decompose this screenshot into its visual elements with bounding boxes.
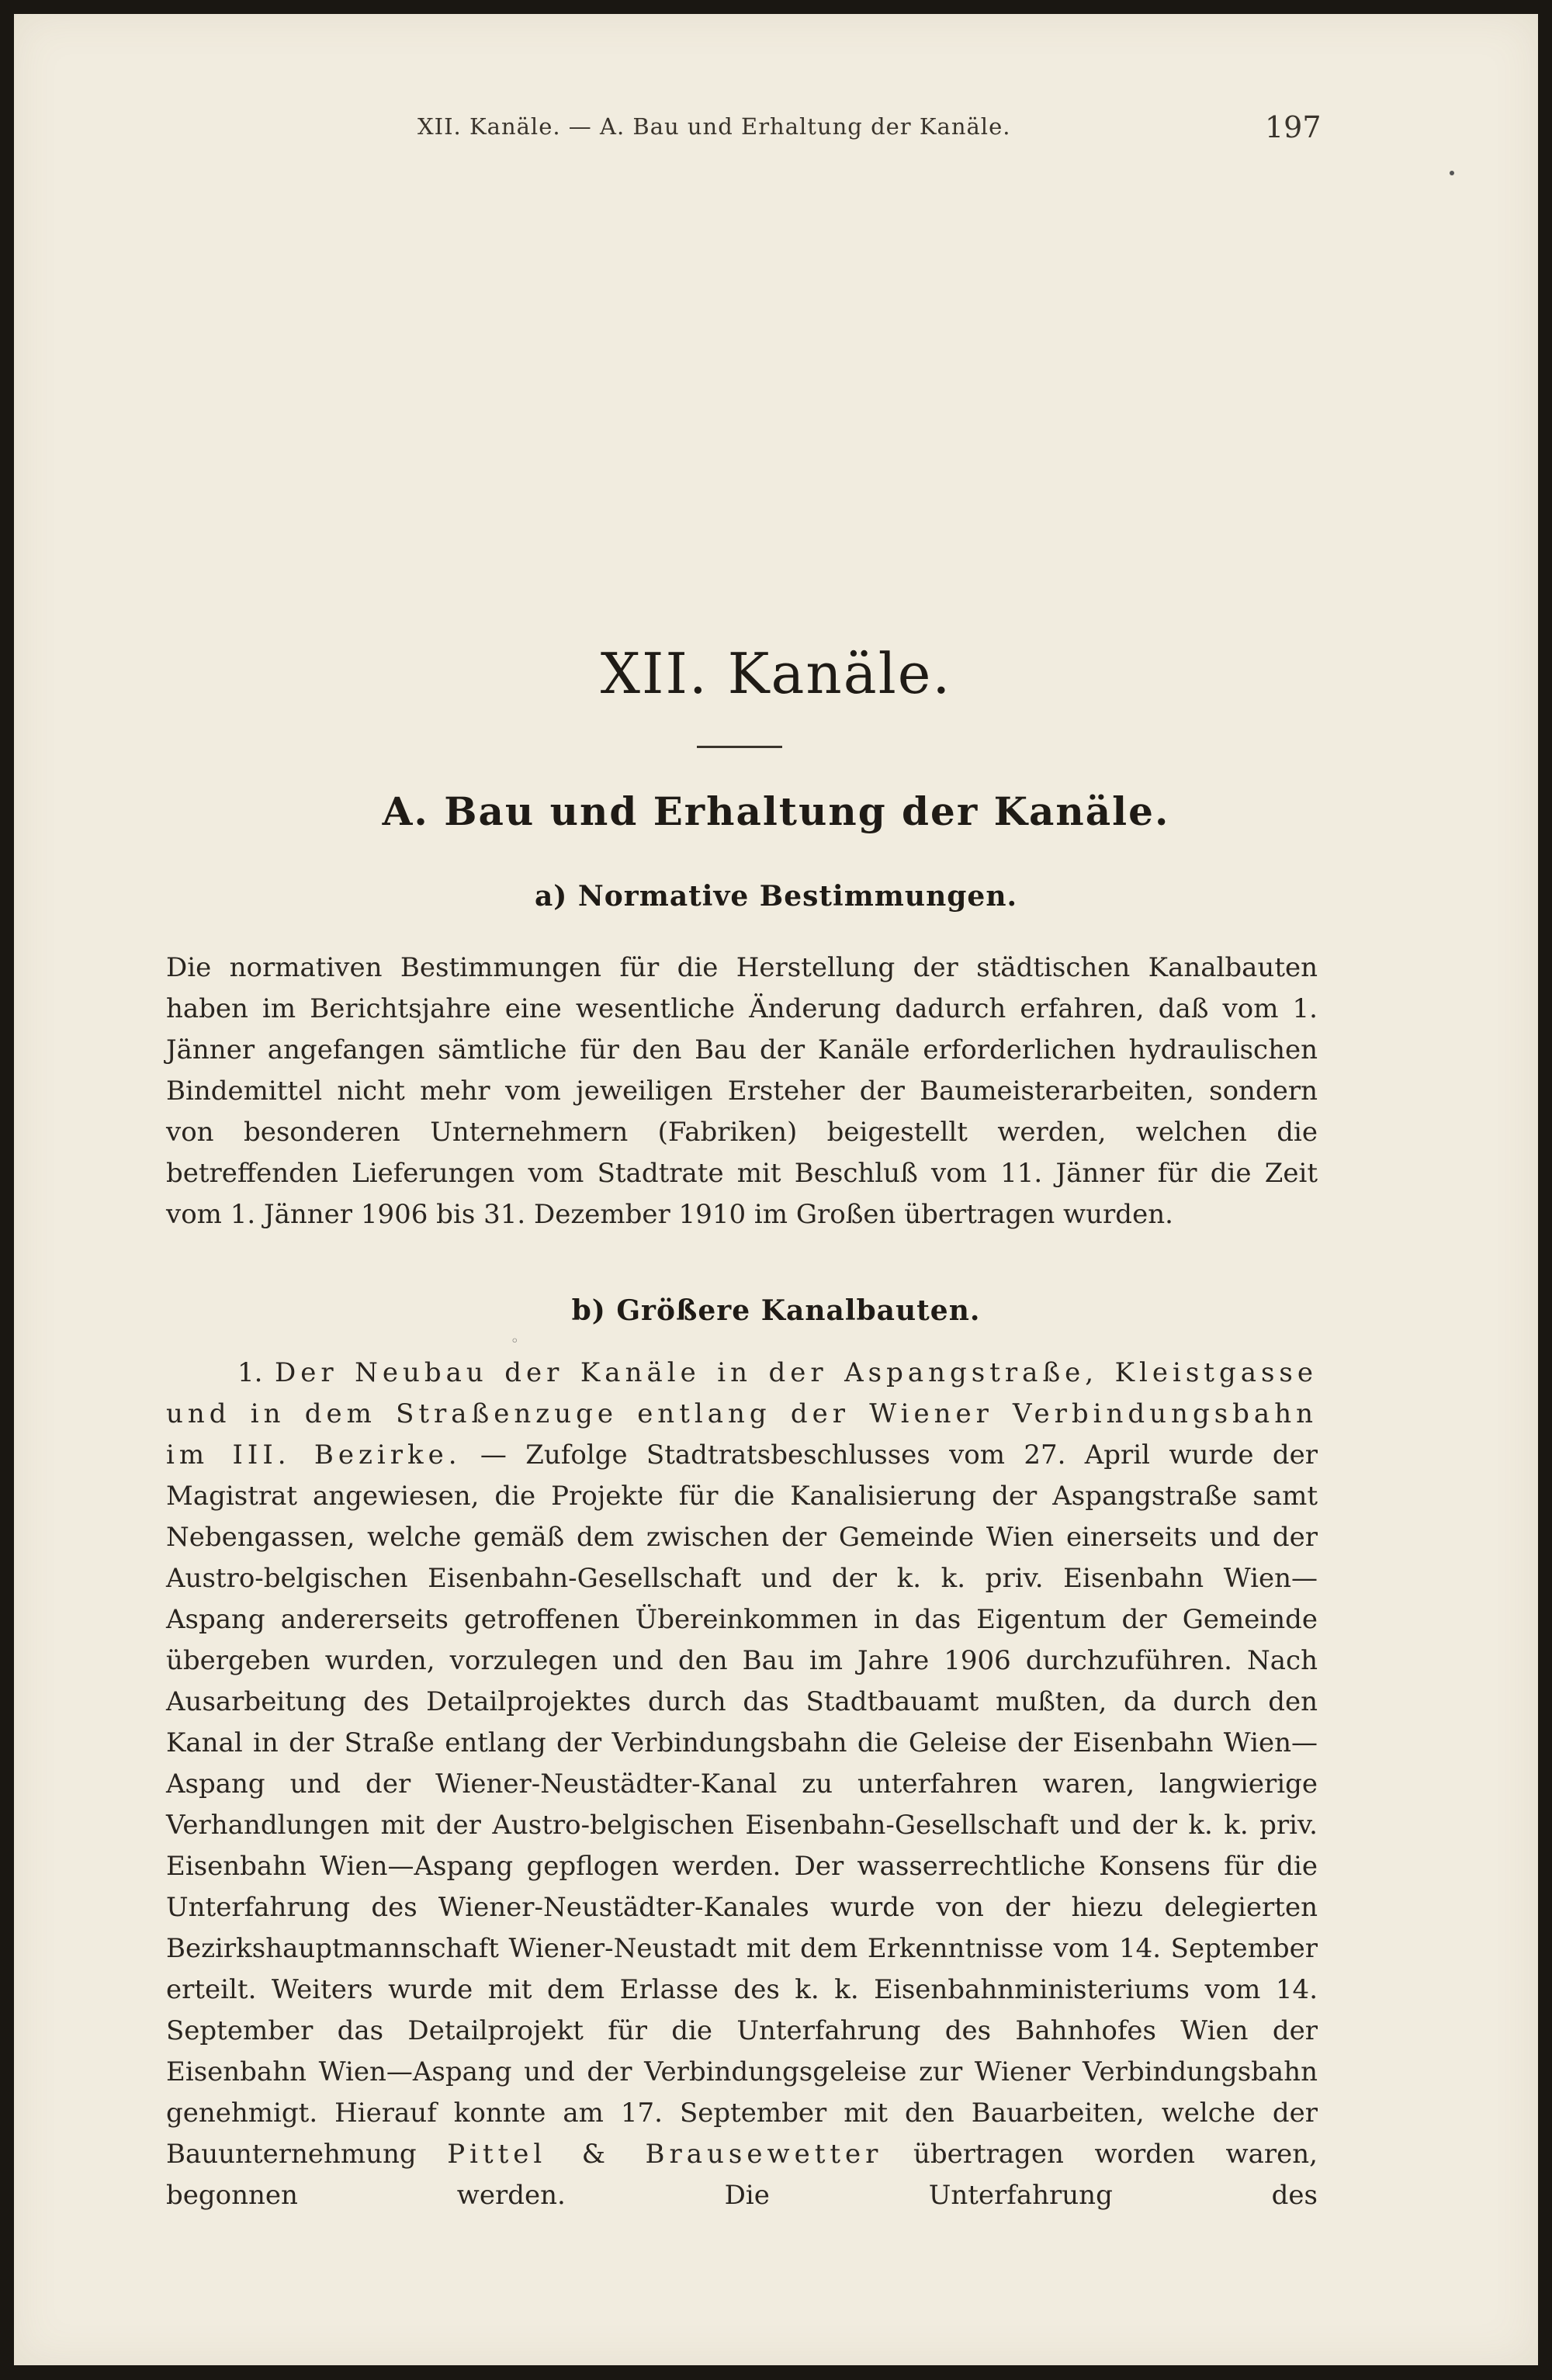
title-divider [697, 746, 782, 748]
running-header: XII. Kanäle. — A. Bau und Erhaltung der Kanäle. [417, 113, 1011, 140]
item-title: Der Neubau der Kanäle in der Aspangstraße, Kleistgasse und in dem Straßenzuge entlang der Wiener Verbindungsbahn im III. Bezirke. [166, 1357, 1318, 1471]
paragraph-kanalbauten [166, 1353, 1318, 2216]
printer-mark: ◦ [511, 1333, 519, 1349]
chapter-title: XII. Kanäle. [600, 641, 952, 706]
subsection-heading-a: a) Normative Bestimmungen. [534, 880, 1018, 913]
firm-name: Pittel & Brausewetter [447, 2139, 883, 2170]
item-body-end: übertragen worden waren, begonnen werden. Die Unterfahrung des [166, 2139, 1318, 2211]
section-title: A. Bau und Erhaltung der Kanäle. [382, 788, 1170, 834]
document-page [14, 14, 1538, 2365]
ink-speck [1450, 171, 1454, 175]
item-body: — Zufolge Stadtratsbeschlusses vom 27. April wurde der Magistrat angewiesen, die Projekte für die Kanalisierung der Aspangstraße samt Nebengassen, welche gemäß dem zwischen der Gemeinde Wien einerseits und der Austro-belgischen Eisenbahn-Gesellschaft und der k. k. priv. Eisenbahn Wien—Aspang andererseits getroffenen Übereinkommen in das Eigentum der Gemeinde übergeben wurden, vorzulegen und den Bau im Jahre 1906 durchzuführen. Nach Ausarbeitung des Detailprojektes durch das Stadtbauamt mußten, da durch den Kanal in der Straße entlang der Verbindungsbahn die Geleise der Eisenbahn Wien—Aspang und der Wiener-Neustädter-Kanal zu unterfahren waren, langwierige Verhandlungen mit der Austro-belgischen Eisenbahn-Gesellschaft und der k. k. priv. Eisenbahn Wien—Aspang gepflogen werden. Der wasserrechtliche Konsens für die Unterfahrung des Wiener-Neustädter-Kanales wurde von der hiezu delegierten Bezirkshauptmannschaft Wiener-Neustadt mit dem Erkenntnisse vom 14. September erteilt. Weiters wurde mit dem Erlasse des k. k. Eisenbahnministeriums vom 14. September das Detailprojekt für die Unterfahrung des Bahnhofes Wien der Eisenbahn Wien—Aspang und der Verbindungsgeleise zur Wiener Verbindungsbahn genehmigt. Hierauf konnte am 17. September mit den Bauarbeiten, welche der Bauunternehmung [166, 1439, 1318, 2170]
page-number: 197 [1265, 110, 1322, 144]
paragraph-normative: Die normativen Bestimmungen für die Herstellung der städtischen Kanalbauten haben im Berichtsjahre eine wesentliche Änderung dadurch erfahren, daß vom 1. Jänner angefangen sämtliche für den Bau der Kanäle erforderlichen hydraulischen Bindemittel nicht mehr vom jeweiligen Ersteher der Baumeisterarbeiten, sondern von besonderen Unternehmern (Fabriken) beigestellt werden, welchen die betreffenden Lieferungen vom Stadtrate mit Beschluß vom 11. Jänner für die Zeit vom 1. Jänner 1906 bis 31. Dezember 1910 im Großen übertragen wurden. [166, 952, 1318, 1230]
subsection-heading-b: b) Größere Kanalbauten. [571, 1294, 981, 1327]
item-number: 1. [237, 1357, 263, 1388]
